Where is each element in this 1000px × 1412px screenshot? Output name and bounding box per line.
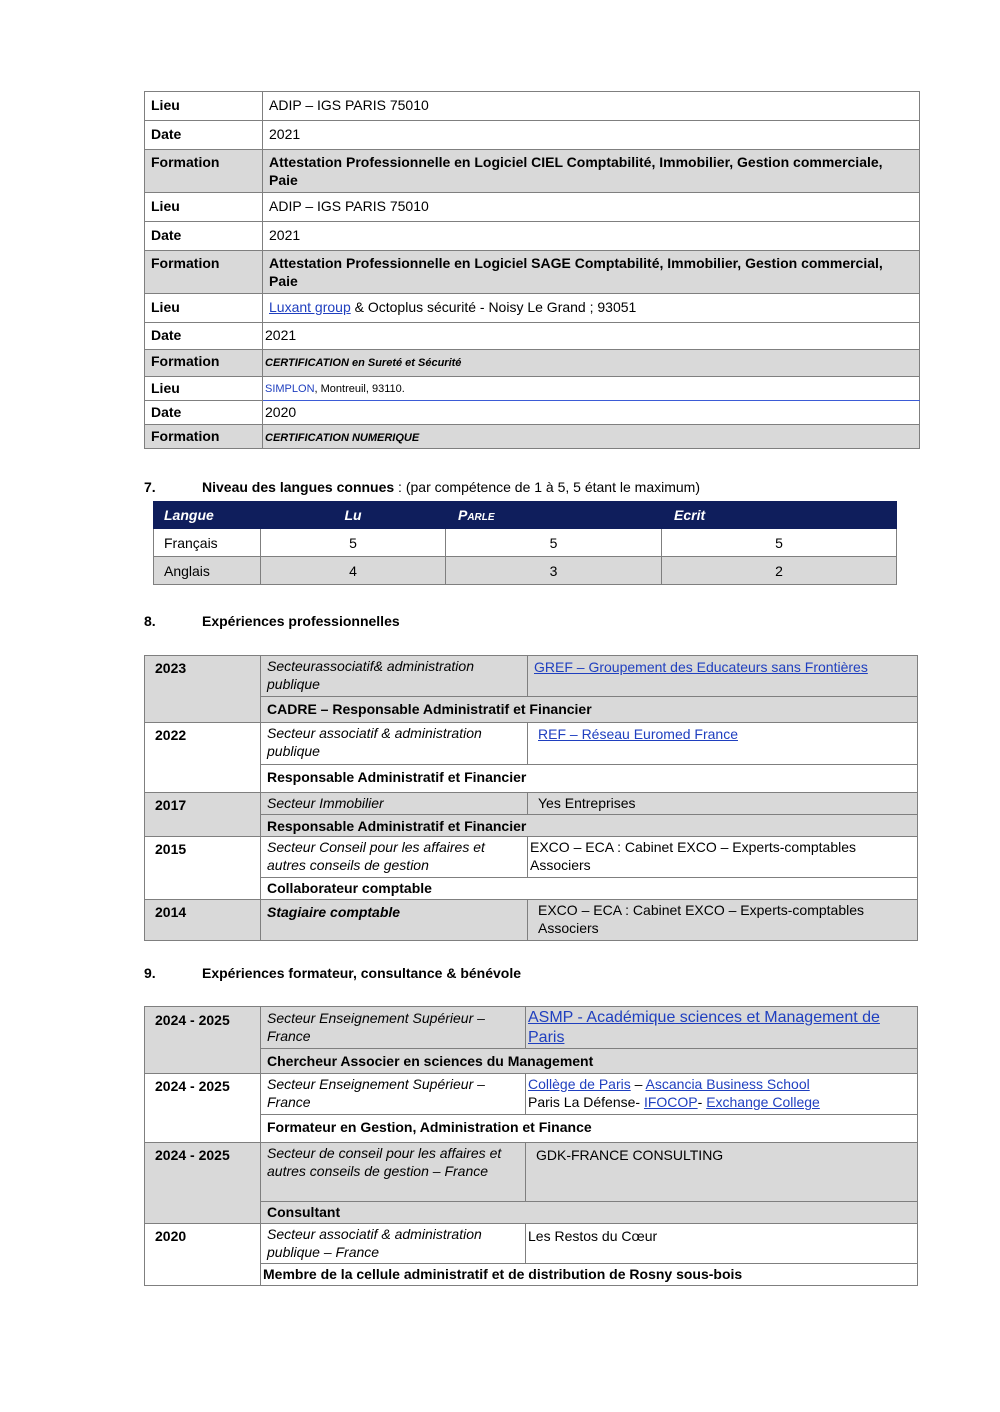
- simplon-link[interactable]: SIMPLON: [265, 383, 315, 395]
- year-cell: 2022: [145, 723, 261, 793]
- table-row: [145, 121, 920, 150]
- section-number: 9.: [144, 965, 156, 981]
- year-cell: 2017: [145, 793, 261, 837]
- header-parle: Parle: [446, 502, 662, 529]
- year-cell: 2024 - 2025: [145, 1074, 261, 1143]
- sector-cell: Secteur Immobilier: [261, 793, 528, 815]
- row-value-text: & Octoplus sécurité - Noisy Le Grand ; 93051: [350, 299, 637, 315]
- cell-langue: Anglais: [154, 557, 261, 585]
- row-label: Formation: [145, 350, 263, 377]
- sector-cell: Secteur Conseil pour les affaires et autres conseils de gestion: [261, 837, 528, 878]
- section-subtitle: : (par compétence de 1 à 5, 5 étant le maximum): [394, 479, 700, 495]
- sector-cell: Secteur Enseignement Supérieur – France: [261, 1007, 526, 1049]
- section-number: 7.: [144, 479, 156, 495]
- table-row: [145, 900, 918, 941]
- row-value: ADIP – IGS PARIS 75010: [263, 92, 920, 121]
- table-row: [145, 697, 918, 723]
- row-value: CERTIFICATION en Sureté et Sécurité: [263, 350, 920, 377]
- year-cell: 2015: [145, 837, 261, 900]
- cell-lu: 4: [261, 557, 446, 585]
- ref-link[interactable]: REF – Réseau Euromed France: [538, 726, 738, 742]
- row-value-text: , Montreuil, 93110.: [314, 383, 405, 395]
- org-cell: [526, 1074, 918, 1115]
- table-row: [145, 878, 918, 900]
- cell-parle: 3: [446, 557, 662, 585]
- sector-cell: Secteur de conseil pour les affaires et autres conseils de gestion – France: [261, 1143, 526, 1202]
- table-row: [145, 377, 920, 401]
- table-row: [145, 425, 920, 449]
- experience-table: [144, 655, 918, 941]
- org-cell: Yes Entreprises: [528, 793, 918, 815]
- table-row: [145, 837, 918, 878]
- table-row: [145, 815, 918, 837]
- row-value: [263, 377, 920, 401]
- separator: -: [697, 1094, 707, 1110]
- org-cell: EXCO – ECA : Cabinet EXCO – Experts-comptables Associers: [528, 837, 918, 878]
- sector-cell: Secteur associatif & administration publique – France: [261, 1224, 526, 1264]
- section-7-heading: [144, 479, 700, 495]
- role-cell: Membre de la cellule administratif et de distribution de Rosny sous-bois: [261, 1264, 918, 1286]
- org-cell: GDK-FRANCE CONSULTING: [526, 1143, 918, 1202]
- year-cell: 2014: [145, 900, 261, 941]
- asmp-link[interactable]: ASMP - Académique sciences et Management de Paris: [528, 1009, 880, 1046]
- sector-cell: Secteurassociatif& administration publique: [261, 656, 528, 697]
- section-9-heading: [144, 965, 521, 981]
- year-cell: 2024 - 2025: [145, 1143, 261, 1224]
- role-cell: Responsable Administratif et Financier: [261, 765, 918, 793]
- table-row: [145, 656, 918, 697]
- table-row: [145, 1264, 918, 1286]
- org-cell: EXCO – ECA : Cabinet EXCO – Experts-comptables Associers: [528, 900, 918, 941]
- ifocop-link[interactable]: IFOCOP: [643, 1094, 698, 1110]
- table-row: [145, 294, 920, 323]
- row-label: Lieu: [145, 294, 263, 323]
- section-title: Expériences professionnelles: [202, 613, 400, 629]
- year-cell: 2024 - 2025: [145, 1007, 261, 1074]
- row-value: 2020: [263, 401, 920, 425]
- cell-parle: 5: [446, 529, 662, 557]
- table-header-row: [154, 502, 897, 529]
- table-row: [145, 92, 920, 121]
- org-cell: Les Restos du Cœur: [526, 1224, 918, 1264]
- table-row: [154, 529, 897, 557]
- header-lu: Lu: [261, 502, 446, 529]
- header-langue: Langue: [154, 502, 261, 529]
- section-title: Expériences formateur, consultance & bénévole: [202, 965, 522, 981]
- row-label: Lieu: [145, 92, 263, 121]
- table-row: [145, 401, 920, 425]
- org-cell: [528, 723, 918, 765]
- table-row: [145, 350, 920, 377]
- table-row: [145, 1115, 918, 1143]
- section-8-heading: [144, 613, 400, 629]
- row-label: Formation: [145, 150, 263, 193]
- sector-cell: Secteur Enseignement Supérieur – France: [261, 1074, 526, 1115]
- table-row: [145, 1143, 918, 1202]
- section-title: Niveau des langues connues: [202, 479, 395, 495]
- table-row: [145, 1224, 918, 1264]
- language-table: [153, 501, 897, 585]
- role-cell: Consultant: [261, 1202, 918, 1224]
- row-value: Attestation Professionnelle en Logiciel CIEL Comptabilité, Immobilier, Gestion commerciale, Paie: [263, 150, 920, 193]
- exchange-college-link[interactable]: Exchange College: [706, 1094, 820, 1110]
- header-ecrit: Ecrit: [662, 502, 897, 529]
- section-number: 8.: [144, 613, 156, 629]
- role-cell: Chercheur Associer en sciences du Management: [261, 1049, 918, 1074]
- ascancia-link[interactable]: Ascancia Business School: [645, 1076, 810, 1092]
- separator: –: [630, 1076, 646, 1092]
- table-row: [145, 222, 920, 251]
- gref-link[interactable]: GREF – Groupement des Educateurs sans Frontières: [534, 659, 868, 675]
- sector-cell: Stagiaire comptable: [261, 900, 528, 941]
- row-label: Formation: [145, 251, 263, 294]
- role-cell: Formateur en Gestion, Administration et Finance: [261, 1115, 918, 1143]
- row-label: Date: [145, 401, 263, 425]
- row-value: CERTIFICATION NUMERIQUE: [263, 425, 920, 449]
- row-value: ADIP – IGS PARIS 75010: [263, 193, 920, 222]
- role-cell: Collaborateur comptable: [261, 878, 918, 900]
- table-row: [145, 1007, 918, 1049]
- org-cell: [526, 1007, 918, 1049]
- table-row: [145, 251, 920, 294]
- row-label: Date: [145, 222, 263, 251]
- row-label: Date: [145, 323, 263, 350]
- row-value: [263, 294, 920, 323]
- cell-langue: Français: [154, 529, 261, 557]
- table-row: [154, 557, 897, 585]
- year-cell: 2020: [145, 1224, 261, 1286]
- sector-cell: Secteur associatif & administration publique: [261, 723, 528, 765]
- year-cell: 2023: [145, 656, 261, 723]
- table-row: [145, 765, 918, 793]
- role-cell: Responsable Administratif et Financier: [261, 815, 918, 837]
- table-row: [145, 1202, 918, 1224]
- org-text: Paris La Défense-: [528, 1094, 644, 1110]
- row-label: Formation: [145, 425, 263, 449]
- formation-table: [144, 91, 920, 449]
- table-row: [145, 793, 918, 815]
- luxant-link[interactable]: Luxant group: [269, 299, 351, 315]
- trainer-table: [144, 1006, 918, 1286]
- row-label: Date: [145, 121, 263, 150]
- table-row: [145, 1074, 918, 1115]
- cell-lu: 5: [261, 529, 446, 557]
- row-label: Lieu: [145, 377, 263, 401]
- table-row: [145, 323, 920, 350]
- table-row: [145, 150, 920, 193]
- cell-ecrit: 2: [662, 557, 897, 585]
- row-value: 2021: [263, 323, 920, 350]
- table-row: [145, 193, 920, 222]
- row-value: 2021: [263, 222, 920, 251]
- table-row: [145, 723, 918, 765]
- row-value: Attestation Professionnelle en Logiciel SAGE Comptabilité, Immobilier, Gestion commercial, Paie: [263, 251, 920, 294]
- cell-ecrit: 5: [662, 529, 897, 557]
- table-row: [145, 1049, 918, 1074]
- org-cell: [528, 656, 918, 697]
- row-label: Lieu: [145, 193, 263, 222]
- college-de-paris-link[interactable]: Collège de Paris: [528, 1076, 631, 1092]
- row-value: 2021: [263, 121, 920, 150]
- role-cell: CADRE – Responsable Administratif et Financier: [261, 697, 918, 723]
